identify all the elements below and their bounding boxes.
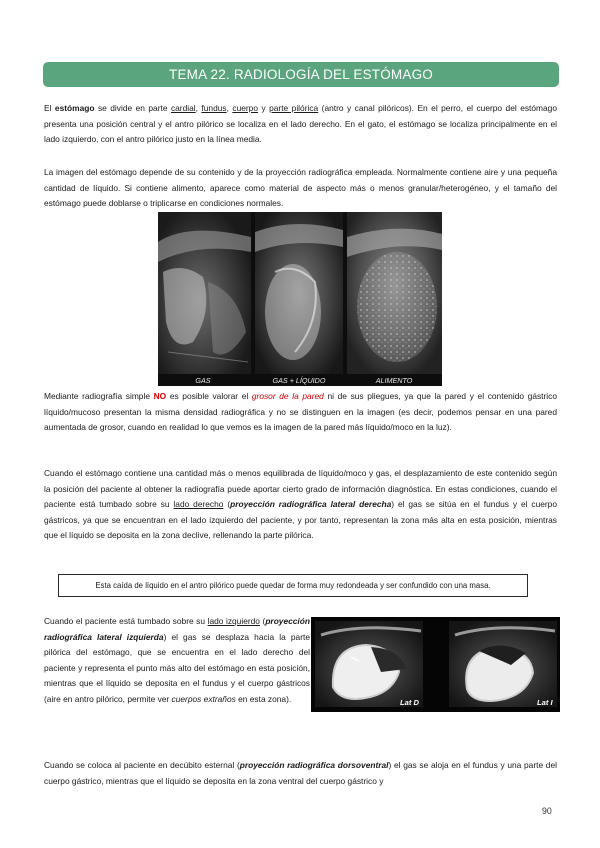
page-title: TEMA 22. RADIOLOGÍA DEL ESTÓMAGO <box>43 62 559 87</box>
lateral-projection-figure <box>311 617 560 712</box>
caption-gas-liquid: GAS + LÍQUIDO <box>272 376 326 385</box>
page-number: 90 <box>542 806 552 816</box>
stomach-xray-figure <box>158 212 442 386</box>
imaging-paragraph: La imagen del estómago depende de su contenido y de la proyección radiográfica empleada. Normalmente contiene aire y una pequeña cantidad de líquido. Si contiene alimento, aparece como material de aspecto más o menos granular/heterogéneo, y el tamaño del estómago puede doblarse o triplicarse en condiciones normales. <box>44 167 557 209</box>
xray-food-image <box>347 212 442 374</box>
right-lateral-paragraph: Cuando el estómago contiene una cantidad más o menos equilibrada de líquido/moco y gas, el desplazamiento de este contenido según la posición del paciente al obtener la radiografía puede aportar cierto grado de información diagnóstica. En estas condiciones, cuando el paciente está tumbado sobre su lado derecho (proyección radiográfica lateral derecha) el gas se sitúa en el fundus y el cuerpo gástricos, ya que se encuentran en el lado izquierdo del paciente, y por tanto, representan la zona más alta en esta posición, mientras que el líquido se deposita en la zona declive, rellenando la parte pilórica. <box>44 468 557 541</box>
note-box: Esta caída de líquido en el antro pilórico puede quedar de forma muy redondeada y ser confundido con una masa. <box>58 574 528 597</box>
lateral-projection-image <box>311 617 560 712</box>
label-lat-i: Lat I <box>537 698 553 707</box>
caption-gas: GAS <box>195 376 211 385</box>
left-lateral-paragraph: Cuando el paciente está tumbado sobre su lado izquierdo (proyección radiográfica lateral izquierda) el gas se desplaza hacia la parte pilórica del estómago, que se encuentra en el lado derecho del paciente y representa el punto más alto del estómago en esta posición, mientras que el líquido se deposita en el fundus y el cuerpo gástricos (aire en antro pilórico, permite ver cuerpos extraños en esta zona). <box>44 616 310 704</box>
caption-food: ALIMENTO <box>375 376 413 385</box>
intro-paragraph: El estómago se divide en parte cardial, fundus, cuerpo y parte pilórica (antro y canal pilóricos). En el perro, el cuerpo del estómago presenta una posición central y el antro pilórico se localiza en el lado derecho. En el gato, el estómago se localiza principalmente en el lado izquierdo, con el antro pilórico justo en la línea media. <box>44 103 557 145</box>
label-lat-d: Lat D <box>400 698 419 707</box>
xray-gas-image <box>158 212 251 374</box>
xray-gas-liquid-image <box>255 212 343 374</box>
wall-thickness-paragraph: Mediante radiografía simple NO es posible valorar el grosor de la pared ni de sus pliegues, ya que la pared y el contenido gástrico líquido/mucoso presentan la misma densidad radiográfica y no se distinguen en la imagen (es decir, podemos pensar en una pared aumentada de grosor, cuando en realidad lo que vemos es la imagen de la pared más líquido/moco en la luz). <box>44 391 557 433</box>
sternal-paragraph: Cuando se coloca al paciente en decúbito esternal (proyección radiográfica dorsoventral) el gas se aloja en el fundus y una parte del cuerpo gástrico, mientras que el líquido se deposita en la zona ventral del cuerpo gástrico y <box>44 760 557 786</box>
